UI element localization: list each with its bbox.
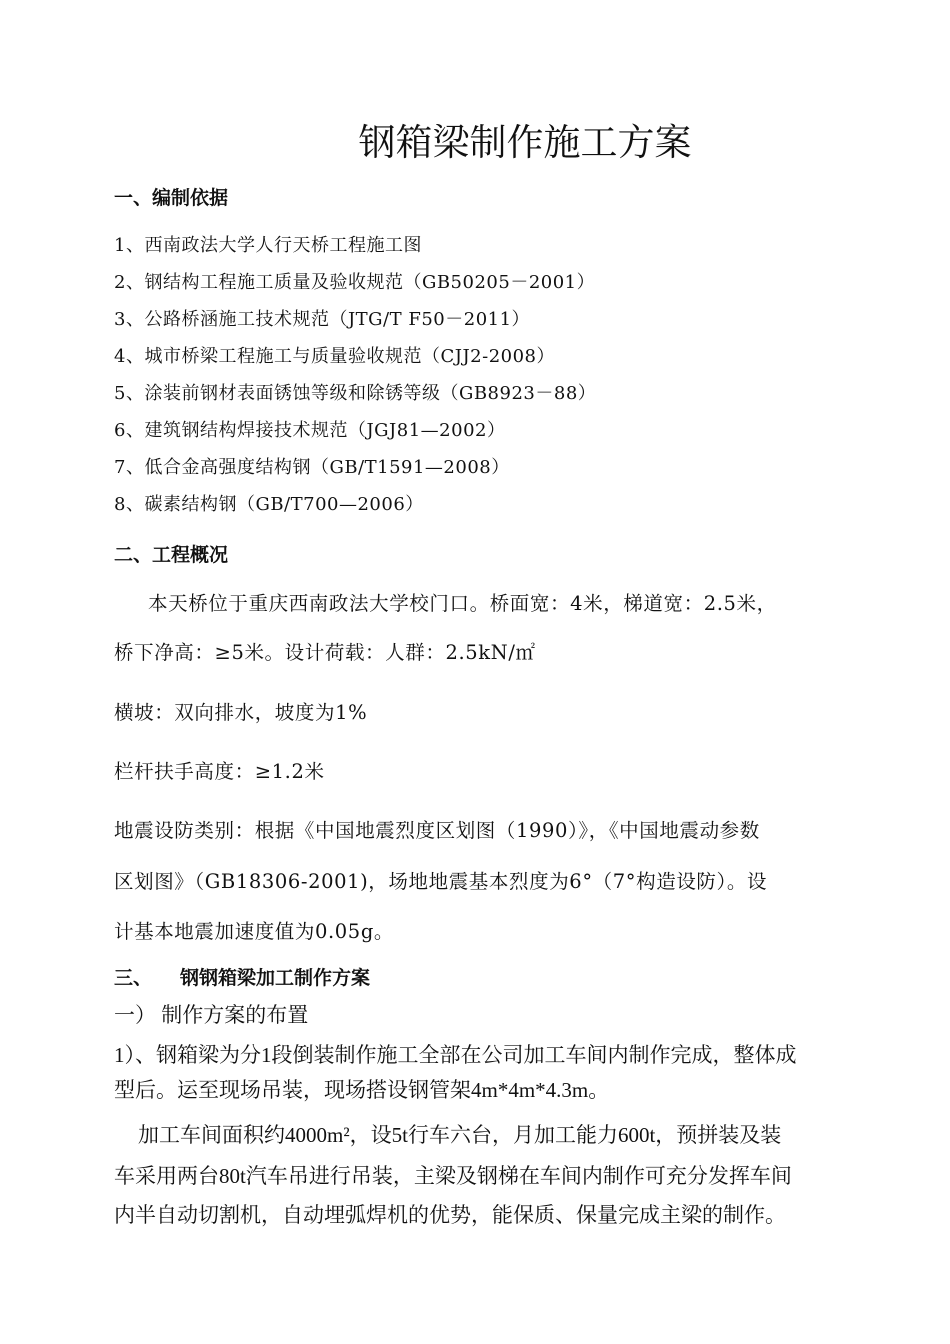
- reference-item: 4、城市桥梁工程施工与质量验收规范（CJJ2-2008）: [114, 346, 555, 367]
- reference-item: 8、碳素结构钢（GB/T700—2006）: [114, 494, 424, 515]
- reference-item: 2、钢结构工程施工质量及验收规范（GB50205－2001）: [114, 272, 596, 293]
- seismic-text-line: 区划图》（GB18306-2001)，场地地震基本烈度为6°（7°构造设防）。设: [114, 870, 768, 893]
- overview-paragraph-line: 桥下净高：≥5米。设计荷载：人群：2.5kN/㎡: [114, 641, 536, 664]
- subsection-heading: 一） 制作方案的布置: [114, 1003, 309, 1027]
- slope-text: 横坡：双向排水，坡度为1%: [114, 701, 368, 724]
- railing-text: 栏杆扶手高度：≥1.2米: [114, 760, 325, 783]
- plan-paragraph-line: 内半自动切割机，自动埋弧焊机的优势，能保质、保量完成主梁的制作。: [114, 1203, 786, 1227]
- seismic-text-line: 计基本地震加速度值为0.05g。: [114, 920, 395, 943]
- plan-paragraph-line: 加工车间面积约4000m²，设5t行车六台，月加工能力600t，预拼装及装: [138, 1123, 782, 1147]
- reference-item: 6、建筑钢结构焊接技术规范（JGJ81—2002）: [114, 420, 506, 441]
- reference-item: 3、公路桥涵施工技术规范（JTG/T F50－2011）: [114, 309, 531, 330]
- section-heading-overview: 二、工程概况: [114, 544, 229, 566]
- overview-paragraph-line: 本天桥位于重庆西南政法大学校门口。桥面宽：4米，梯道宽：2.5米，: [148, 592, 777, 615]
- reference-item: 7、低合金高强度结构钢（GB/T1591—2008）: [114, 457, 510, 478]
- plan-paragraph-line: 1）、钢箱梁为分1段倒装制作施工全部在公司加工车间内制作完成，整体成: [114, 1043, 797, 1067]
- plan-paragraph-line: 车采用两台80t汽车吊进行吊装，主梁及钢梯在车间内制作可充分发挥车间: [114, 1164, 792, 1188]
- seismic-text-line: 地震设防类别：根据《中国地震烈度区划图（1990）》，《中国地震动参数: [114, 819, 760, 842]
- reference-item: 5、涂装前钢材表面锈蚀等级和除锈等级（GB8923－88）: [114, 383, 597, 404]
- document-title: 钢箱梁制作施工方案: [358, 121, 692, 164]
- section-heading-basis: 一、编制依据: [114, 187, 229, 209]
- reference-item: 1、西南政法大学人行天桥工程施工图: [114, 235, 422, 256]
- section-heading-plan: 钢钢箱梁加工制作方案: [180, 967, 371, 989]
- plan-paragraph-line: 型后。运至现场吊装，现场搭设钢管架4m*4m*4.3m。: [114, 1078, 610, 1102]
- section-heading-plan-number: 三、: [114, 967, 153, 989]
